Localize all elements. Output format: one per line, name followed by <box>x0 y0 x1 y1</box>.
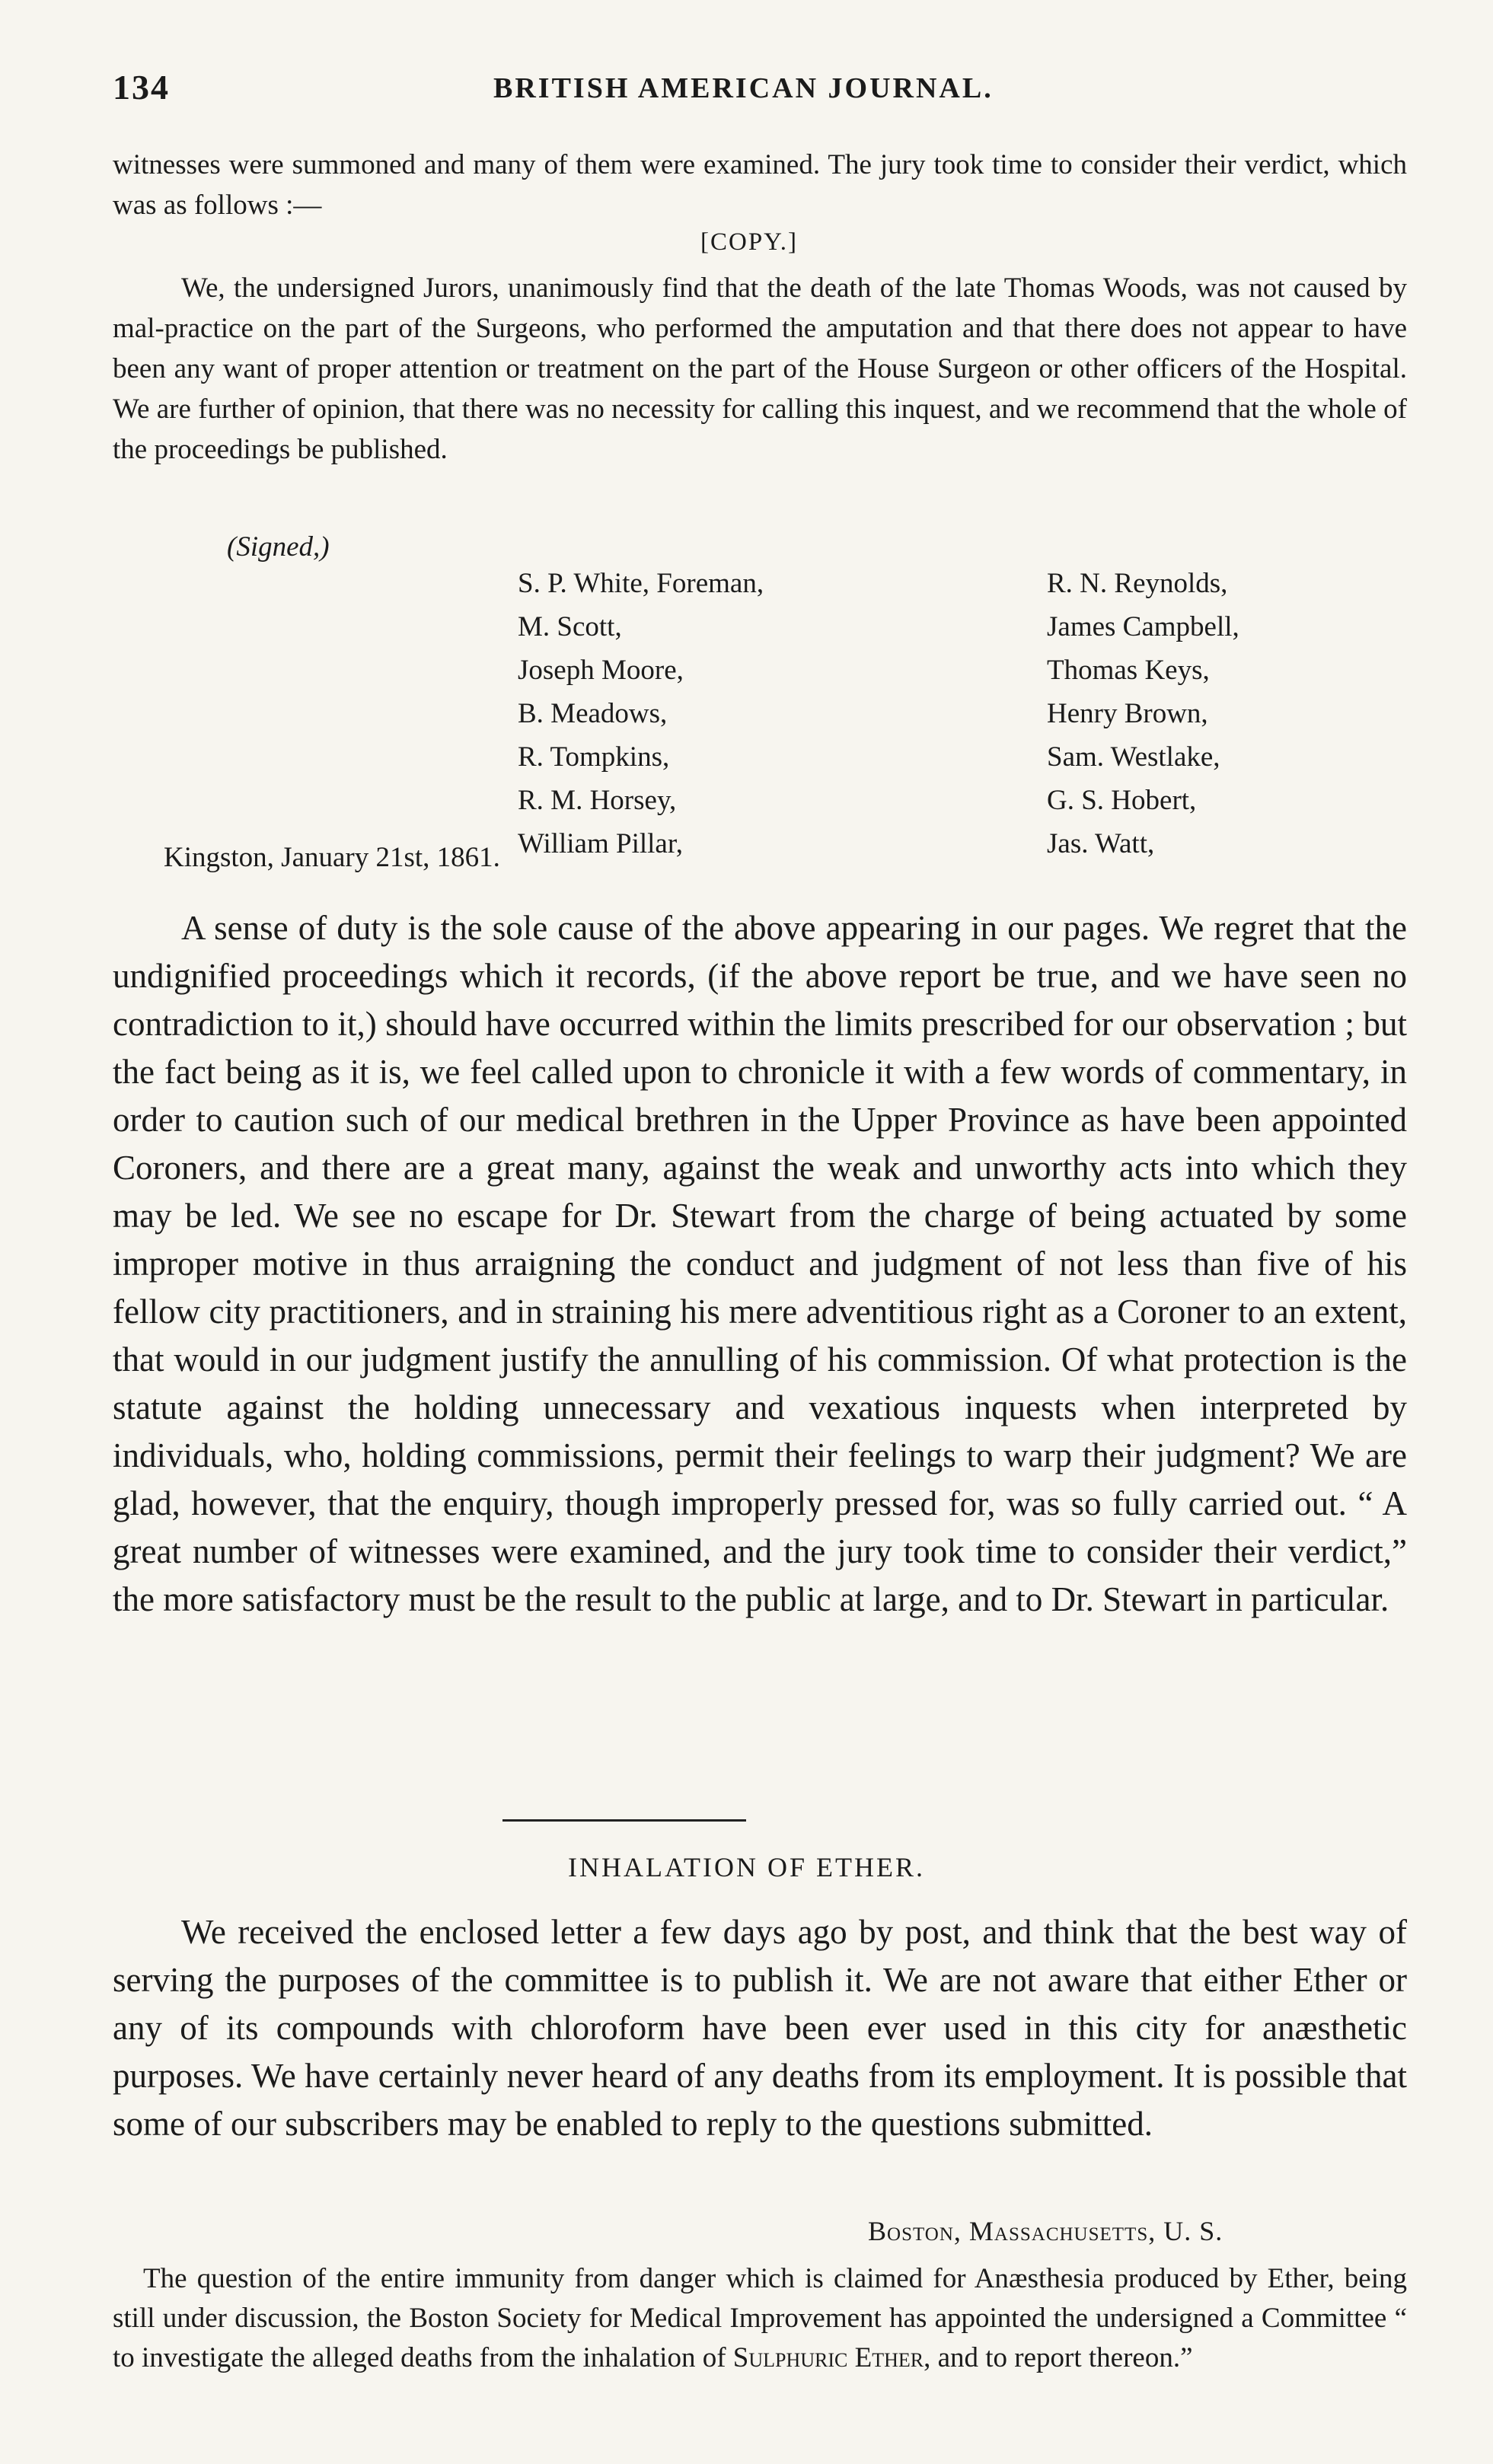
juror-name: G. S. Hobert, <box>1047 785 1197 816</box>
page-number: 134 <box>113 68 170 107</box>
jurors-left-column <box>518 562 764 865</box>
juror-name: Joseph Moore, <box>518 655 684 686</box>
signed-label: (Signed,) <box>227 531 330 563</box>
juror-name: Sam. Westlake, <box>1047 741 1220 773</box>
juror-name: B. Meadows, <box>518 698 668 729</box>
juror-name: R. M. Horsey, <box>518 785 677 816</box>
juror-name: Henry Brown, <box>1047 698 1208 729</box>
copy-label: [COPY.] <box>700 228 799 256</box>
juror-name: M. Scott, <box>518 611 622 642</box>
section-title: INHALATION OF ETHER. <box>568 1852 925 1882</box>
juror-name: R. Tompkins, <box>518 741 670 773</box>
juror-name: Thomas Keys, <box>1047 655 1210 686</box>
letter-text-part1: The question of the entire immunity from danger which is claimed for Anæsthesia produced by Ether, being still under discussion, the Boston Society for Medical Improvement has appointed the undersigned a Committee “ to investigate the alleged deaths from the inhalation of <box>113 2263 1407 2373</box>
jurors-right-column <box>1047 562 1239 865</box>
editorial-commentary: A sense of duty is the sole cause of the above appearing in our pages. We regret that the undignified proceedings which it records, (if the above report be true, and we have seen no contradiction to it,) should have occurred within the limits prescribed for our observation ; but the fact being as it is, we feel called upon to chronicle it with a few words of commentary, in order to caution such of our medical brethren in the Upper Province as have been appointed Coroners, and there are a great many, against the weak and unworthy acts into which they may be led. We see no escape for Dr. Stewart from the charge of being actuated by some improper motive in thus arraigning the conduct and judgment of not less than five of his fellow city practitioners, and in straining his mere adventitious right as a Coroner to an extent, that would in our judgment justify the annulling of his commission. Of what protection is the statute against the holding unnecessary and vexatious inquests when interpreted by individuals, who, holding commissions, permit their feelings to warp their judgment? We are glad, however, that the enquiry, though improperly pressed for, was so fully carried out. “ A great number of witnesses were examined, and the jury took time to consider their verdict,” the more satisfactory must be the result to the public at large, and to Dr. Stewart in particular. <box>113 909 1407 1618</box>
letter-text-part2: , and to report thereon.” <box>924 2342 1193 2373</box>
boston-letter-paragraph <box>113 2259 1407 2378</box>
place-date: Kingston, January 21st, 1861. <box>164 842 500 873</box>
juror-name: James Campbell, <box>1047 611 1239 642</box>
letter-smallcaps-term: Sulphuric Ether <box>732 2342 924 2373</box>
juror-name: S. P. White, Foreman, <box>518 568 764 599</box>
juror-name: William Pillar, <box>518 828 683 859</box>
juror-name: R. N. Reynolds, <box>1047 568 1228 599</box>
running-head <box>113 67 1407 120</box>
inquest-intro: witnesses were summoned and many of them were examined. The jury took time to consider their verdict, which was as follows :— <box>113 149 1407 221</box>
journal-title: BRITISH AMERICAN JOURNAL. <box>493 72 994 104</box>
ether-intro-paragraph: We received the enclosed letter a few days ago by post, and think that the best way of serving the purposes of the committee is to publish it. We are not aware that either Ether or any of its compounds with chloroform have been ever used in this city for anæsthetic purposes. We have certainly never heard of any deaths from its employment. It is possible that some of our subscribers may be enabled to reply to the questions submitted. <box>113 1913 1407 2143</box>
section-divider <box>502 1819 746 1822</box>
jury-verdict: We, the undersigned Jurors, unanimously find that the death of the late Thomas Woods, was not caused by mal-practice on the part of the Surgeons, who performed the amputation and that there does not appear to have been any want of proper attention or treatment on the part of the House Surgeon or other officers of the Hospital. We are further of opinion, that there was no necessity for calling this inquest, and we recommend that the whole of the proceedings be published. <box>113 273 1407 465</box>
juror-name: Jas. Watt, <box>1047 828 1155 859</box>
letter-dateline: Boston, Massachusetts, U. S. <box>868 2216 1223 2246</box>
